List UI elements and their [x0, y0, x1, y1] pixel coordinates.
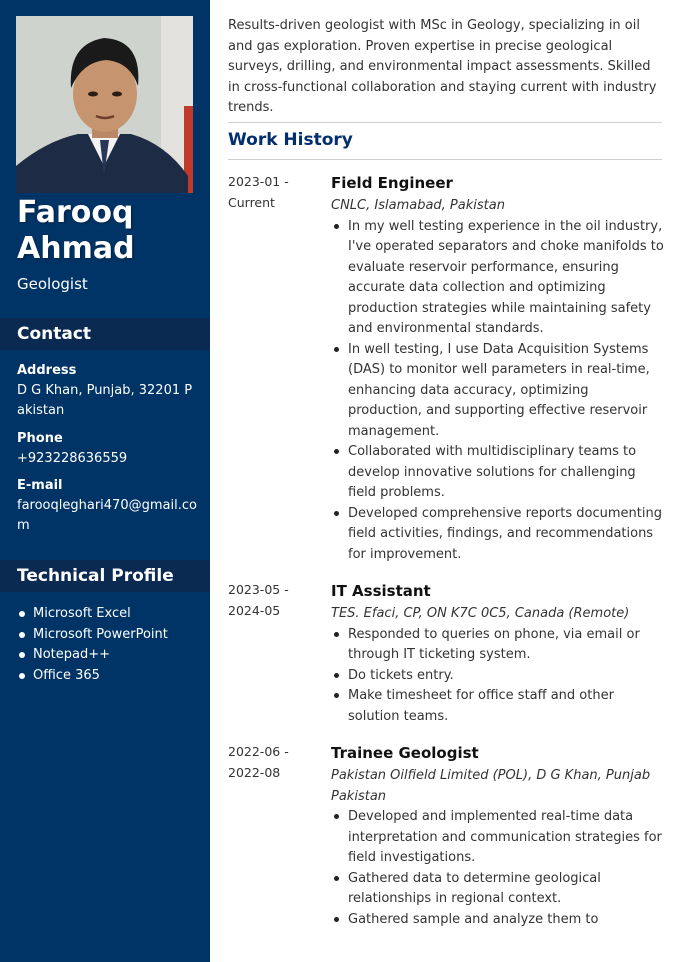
job-bullet: Collaborated with multidisciplinary teams to develop innovative solutions for challenging field problems.	[331, 442, 664, 504]
contact-heading: Contact	[0, 318, 210, 350]
last-name: Ahmad	[17, 231, 135, 266]
job-company: Pakistan Oilfield Limited (POL), D G Khan, Punjab Pakistan	[331, 768, 651, 804]
professional-summary: Results-driven geologist with MSc in Geology, specializing in oil and gas exploration. Proven expertise in precise geological surveys, drilling, and environmental impact assessments. Skilled in cross-functional collaboration and staying current with industry trends.	[228, 18, 657, 115]
job-dates: 2022-06 - 2022-08	[228, 744, 289, 780]
job-bullet: Developed comprehensive reports documenting field activities, findings, and recommendations for improvement.	[331, 504, 664, 566]
phone-value: +923228636559	[17, 451, 128, 466]
job-title: Trainee Geologist	[331, 744, 479, 762]
work-history-heading: Work History	[228, 130, 353, 150]
skill-item: Notepad++	[17, 645, 168, 666]
skill-item: Office 365	[17, 666, 168, 687]
profile-photo	[16, 16, 193, 193]
candidate-name	[17, 195, 202, 267]
job-body	[331, 742, 664, 930]
job-bullet: Make timesheet for office staff and other solution teams.	[331, 686, 664, 727]
technical-profile-heading: Technical Profile	[0, 560, 210, 592]
phone-label: Phone	[17, 431, 63, 446]
job-bullet: Gathered data to determine geological relationships in regional context.	[331, 869, 664, 910]
job-body	[331, 172, 664, 565]
contact-address	[17, 361, 197, 421]
divider	[228, 159, 662, 160]
job-bullet: In my well testing experience in the oil industry, I've operated separators and choke manifolds to evaluate reservoir performance, ensuring accurate data collection and optimizing production strategies while maintaining safety and environmental standards.	[331, 217, 664, 340]
address-label: Address	[17, 363, 77, 378]
job-bullet: Gathered sample and analyze them to	[331, 910, 664, 931]
job-bullet-list	[331, 807, 664, 930]
email-value[interactable]: farooqleghari470@gmail.com	[17, 498, 197, 533]
job-body	[331, 580, 664, 727]
job-company: TES. Efaci, CP, ON K7C 0C5, Canada (Remote)	[331, 606, 630, 621]
sidebar	[0, 0, 210, 962]
technical-skills-list	[17, 604, 168, 686]
job-dates: 2023-01 - Current	[228, 174, 289, 210]
skill-item: Microsoft PowerPoint	[17, 625, 168, 646]
job-bullet: Do tickets entry.	[331, 666, 664, 687]
address-value: D G Khan, Punjab, 32201 Pakistan	[17, 383, 193, 418]
contact-email	[17, 476, 197, 536]
job-bullet: In well testing, I use Data Acquisition Systems (DAS) to monitor well parameters in real-time, enhancing data accuracy, optimizing production, and supporting effective reservoir management.	[331, 340, 664, 443]
skill-item: Microsoft Excel	[17, 604, 168, 625]
profile-photo-image	[16, 16, 193, 193]
job-title: Field Engineer	[331, 174, 453, 192]
job-title: IT Assistant	[331, 582, 431, 600]
job-dates: 2023-05 - 2024-05	[228, 582, 289, 618]
candidate-title: Geologist	[17, 275, 88, 293]
job-bullet: Responded to queries on phone, via email or through IT ticketing system.	[331, 625, 664, 666]
job-bullet: Developed and implemented real-time data interpretation and communication strategies for field investigations.	[331, 807, 664, 869]
job-bullet-list	[331, 625, 664, 728]
job-company: CNLC, Islamabad, Pakistan	[331, 198, 505, 213]
job-bullet-list	[331, 217, 664, 566]
email-label: E-mail	[17, 478, 63, 493]
divider	[228, 122, 662, 123]
contact-phone	[17, 429, 197, 469]
first-name: Farooq	[17, 195, 134, 230]
